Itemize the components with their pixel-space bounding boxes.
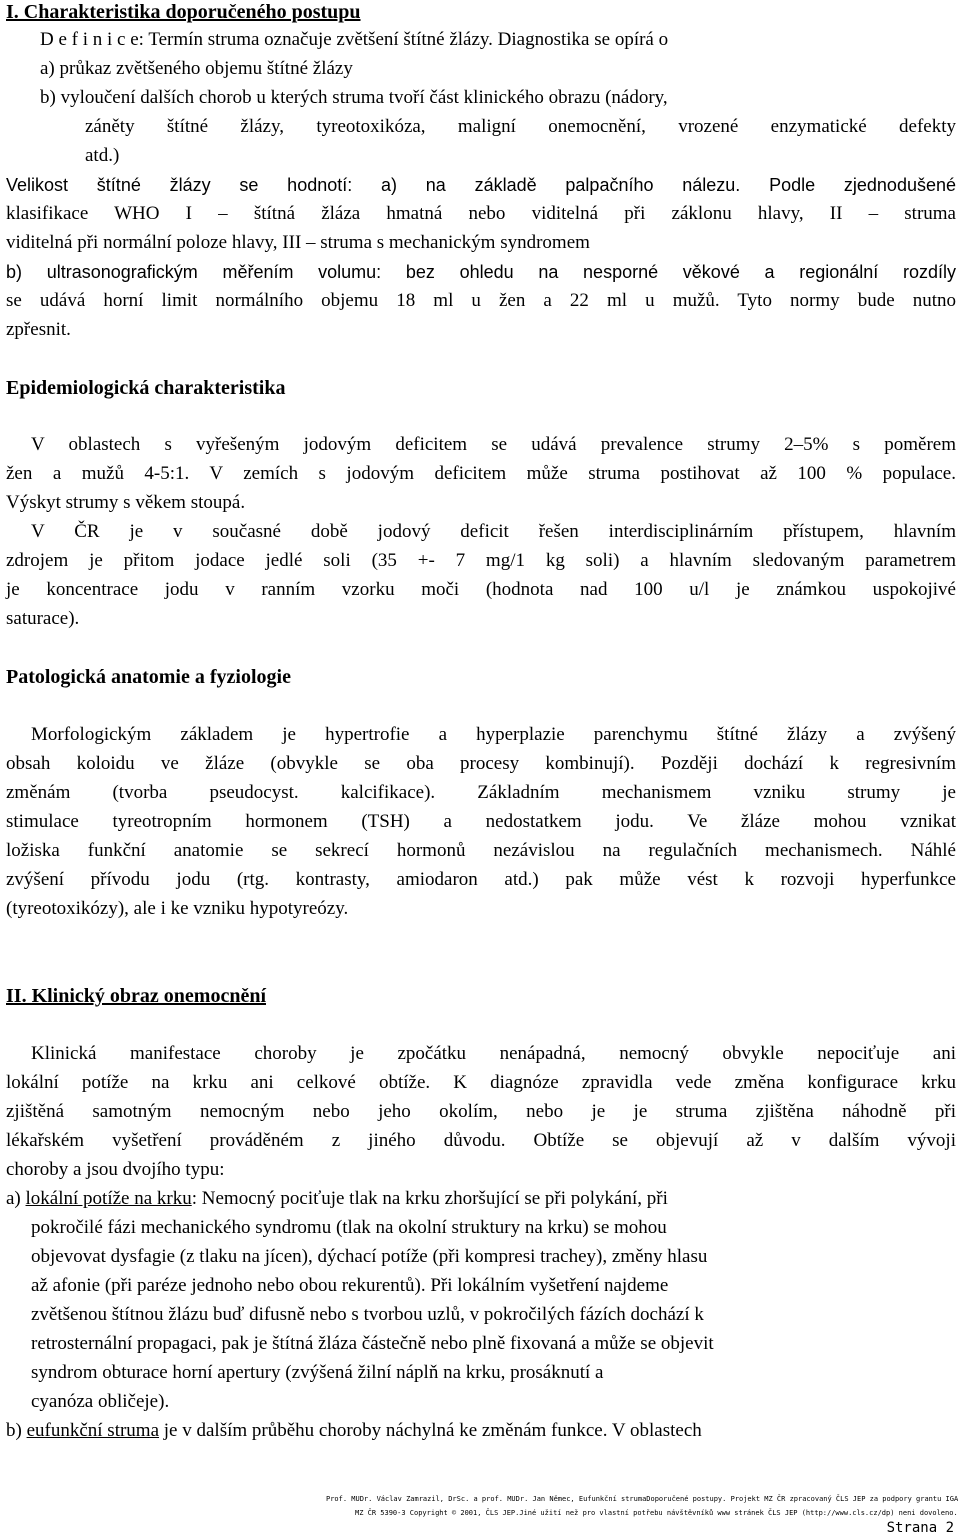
paragraph-line: choroby a jsou dvojího typu: xyxy=(6,1159,225,1180)
paragraph-line: lokální potíže na krku ani celkové obtíže. K diagnóze zpravidla vede změna konfigurace krku xyxy=(6,1072,956,1093)
list-item-b-cont: záněty štítné žlázy, tyreotoxikóza, maligní onemocnění, vrozené enzymatické defekty xyxy=(85,116,956,137)
paragraph-line: Morfologickým základem je hypertrofie a hyperplazie parenchymu štítné žlázy a zvýšený xyxy=(31,724,956,745)
list-marker: b) xyxy=(6,1420,27,1441)
paragraph-line: je koncentrace jodu v ranním vzorku moči (hodnota nad 100 u/l je známkou uspokojivé xyxy=(6,579,956,600)
paragraph-line: saturace). xyxy=(6,608,80,629)
paragraph-line: b) ultrasonografickým měřením volumu: bez ohledu na nesporné věkové a regionální rozdíly xyxy=(6,262,956,282)
list-item-cont: až afonie (při paréze jednoho nebo obou rekurentů). Při lokálním vyšetření najdeme xyxy=(31,1275,669,1296)
paragraph-line: V oblastech s vyřešeným jodovým deficitem se udává prevalence strumy 2–5% s poměrem xyxy=(31,434,956,455)
list-item-text: je v dalším průběhu choroby náchylná ke změnám funkce. V oblastech xyxy=(159,1420,702,1441)
list-item-cont: cyanóza obličeje). xyxy=(31,1391,170,1412)
paragraph-line: Klinická manifestace choroby je zpočátku nenápadná, nemocný obvykle nepociťuje ani xyxy=(31,1043,956,1064)
paragraph-line: lékařském vyšetření prováděném z jiného důvodu. Obtíže se objevují až v dalším vývoji xyxy=(6,1130,956,1151)
paragraph-line: zdrojem je přitom jodace jedlé soli (35 +- 7 mg/1 kg soli) a hlavním sledovaným parametrem xyxy=(6,550,956,571)
paragraph-line: zvýšení přívodu jodu (rtg. kontrasty, amiodaron atd.) pak může vést k rozvoji hyperfunkce xyxy=(6,869,956,890)
section-heading-2: II. Klinický obraz onemocnění xyxy=(6,985,267,1007)
paragraph-line: žen a mužů 4-5:1. V zemích s jodovým deficitem může struma postihovat až 100 % populace. xyxy=(6,463,956,484)
section-heading-pathology: Patologická anatomie a fyziologie xyxy=(6,666,291,688)
section-heading-1: I. Charakteristika doporučeného postupu xyxy=(6,1,361,23)
footer-line: MZ ČR 5390-3 Copyright © 2001, ČLS JEP.Jiné užití než pro vlastní potřebu návštěvníků www stránek ČLS JEP (http://www.cls.cz/dp) neni dovoleno. xyxy=(355,1509,958,1517)
paragraph-line: Výskyt strumy s věkem stoupá. xyxy=(6,492,246,513)
footer-line: Prof. MUDr. Václav Zamrazil, DrSc. a prof. MUDr. Jan Němec, Eufunkční strumaDoporučené postupy. Projekt MZ ČR zpracovaný ČLS JEP za podpory grantu IGA xyxy=(326,1495,959,1503)
paragraph-line: klasifikace WHO I – štítná žláza hmatná nebo viditelná při záklonu hlavy, II – struma xyxy=(6,203,956,224)
definition-line: D e f i n i c e: Termín struma označuje zvětšení štítné žlázy. Diagnostika se opírá o xyxy=(40,29,669,50)
list-item-cont: zvětšenou štítnou žlázu buď difusně nebo s tvorbou uzlů, v pokročilých fázích dochází k xyxy=(31,1304,704,1325)
paragraph-line: Velikost štítné žlázy se hodnotí: a) na základě palpačního nálezu. Podle zjednodušené xyxy=(6,175,956,195)
list-item-cont: syndrom obturace horní apertury (zvýšená žilní náplň na krku, prosáknutí a xyxy=(31,1362,604,1383)
paragraph-line: (tyreotoxikózy), ale i ke vzniku hypotyreózy. xyxy=(6,898,349,919)
paragraph-line: obsah koloidu ve žláze (obvykle se oba procesy kombinují). Později dochází k regresivním xyxy=(6,753,956,774)
underlined-term: eufunkční struma xyxy=(26,1420,160,1441)
list-item-text: : Nemocný pociťuje tlak na krku zhoršující se při polykání, při xyxy=(191,1188,668,1209)
paragraph-line: ložiska funkční anatomie se sekrecí hormonů nezávislou na regulačních mechanismech. Náhlé xyxy=(6,840,956,861)
list-item-a: a) průkaz zvětšeného objemu štítné žlázy xyxy=(40,58,353,79)
paragraph-line: zpřesnit. xyxy=(6,319,71,340)
list-item-b: b) vyloučení dalších chorob u kterých struma tvoří část klinického obrazu (nádory, xyxy=(40,87,668,108)
list-item-cont: retrosternální propagaci, pak je štítná žláza částečně nebo plně fixovaná a může se objevit xyxy=(31,1333,714,1354)
paragraph-line: zjištěná samotným nemocným nebo jeho okolím, nebo je je struma zjištěna náhodně při xyxy=(6,1101,956,1122)
underlined-term: lokální potíže na krku xyxy=(25,1188,192,1209)
paragraph-line: viditelná při normální poloze hlavy, III – struma s mechanickým syndromem xyxy=(6,232,590,253)
list-item-a xyxy=(6,1187,956,1211)
list-item-cont: objevovat dysfagie (z tlaku na jícen), dýchací potíže (při kompresi trachey), změny hlasu xyxy=(31,1246,708,1267)
paragraph-line: se udává horní limit normálního objemu 18 ml u žen a 22 ml u mužů. Tyto normy bude nutno xyxy=(6,290,956,311)
list-item-b xyxy=(6,1419,956,1443)
section-heading-epidemiology: Epidemiologická charakteristika xyxy=(6,377,286,399)
list-item-b-cont: atd.) xyxy=(85,145,120,166)
list-marker: a) xyxy=(6,1188,26,1209)
page-number: Strana 2 xyxy=(886,1520,954,1536)
list-item-cont: pokročilé fázi mechanického syndromu (tlak na okolní struktury na krku) se mohou xyxy=(31,1217,667,1238)
paragraph-line: V ČR je v současné době jodový deficit řešen interdisciplinárním přístupem, hlavním xyxy=(31,521,956,542)
paragraph-line: změnám (tvorba pseudocyst. kalcifikace). Základním mechanismem vzniku strumy je xyxy=(6,782,956,803)
paragraph-line: stimulace tyreotropním hormonem (TSH) a nedostatkem jodu. Ve žláze mohou vznikat xyxy=(6,811,956,832)
